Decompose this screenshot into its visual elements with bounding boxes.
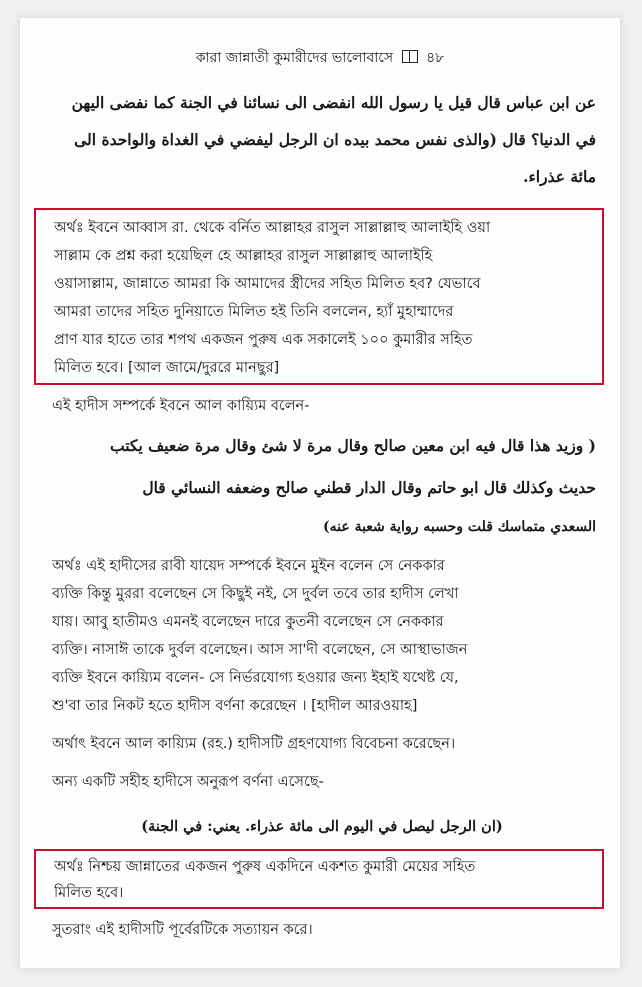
arabic-line: عن ابن عباس قال قيل يا رسول الله انفضى الى نسائنا في الجنة كما نفضى اليهن xyxy=(71,93,596,112)
paragraph-line: শু'বা তার নিকট হতে হাদীস বর্ণনা করেছেন । [হাদীল আরওয়াহ] xyxy=(52,698,418,714)
intro-line: এই হাদীস সম্পর্কে ইবনে আল কায়্যিম বলেন- xyxy=(52,398,310,414)
running-title: কারা জান্নাতী কুমারীদের ভালোবাসে xyxy=(195,50,394,66)
book-page xyxy=(20,18,620,968)
arabic-line-end: مائة عذراء. xyxy=(523,167,596,186)
translation-line: মিলিত হবে। [আল জামে/দুররে মানছুর] xyxy=(54,360,280,376)
conclusion-line: অর্থাৎ ইবনে আল কায়্যিম (রহ.) হাদীসটি গ্রহণযোগ্য বিবেচনা করেছেন। xyxy=(52,736,456,752)
translation-line: ওয়াসাল্লাম, জান্নাতে আমরা কি আমাদের স্ত্রীদের সহিত মিলিত হব? যেভাবে xyxy=(54,276,481,292)
arabic-hadith-2: (ان الرجل ليصل في اليوم الى مائة عذراء. يعني: في الجنة) xyxy=(141,818,503,835)
translation-line: অর্থঃ ইবনে আব্বাস রা. থেকে বর্নিত আল্লাহর রাসুল সাল্লাল্লাহু আলাইহি ওয়া xyxy=(54,220,491,236)
arabic-hadith-1 xyxy=(48,88,596,192)
paragraph-line: যায়। আবু হাতীমও এমনই বলেছেন দারে কুতনী বলেছেন সে নেককার xyxy=(52,614,444,630)
paragraph-line: ব্যক্তি ইবনে কায়্যিম বলেন- সে নির্ভরযোগ্য হওয়ার জন্য ইহাই যথেষ্ট যে, xyxy=(52,670,459,686)
paragraph-line: অর্থঃ এই হাদীসের রাবী যায়েদ সম্পর্কে ইবনে মুইন বলেন সে নেককার xyxy=(52,558,445,574)
translation-line: মিলিত হবে। xyxy=(54,885,124,901)
translation-line: অর্থঃ নিশ্চয় জান্নাতের একজন পুরুষ একদিনে একশত কুমারী মেয়ের সহিত xyxy=(54,859,476,875)
arabic-commentary xyxy=(48,430,596,542)
translation-paragraph xyxy=(52,552,597,720)
paragraph-line: ব্যক্তি কিন্তু মুররা বলেছেন সে কিছুই নই, সে দুর্বল তবে তার হাদীস লেখা xyxy=(52,586,459,602)
translation-highlight-box xyxy=(34,208,604,385)
page-header xyxy=(170,46,470,70)
page-number: ৪৮ xyxy=(426,50,445,66)
translation-line: সাল্লাম কে প্রশ্ন করা হয়েছিল হে আল্লাহর রাসুল সাল্লাল্লাহু আলাইহি xyxy=(54,248,433,264)
translation-line: প্রাণ যার হাতে তার শপথ একজন পুরুষ এক সকালেই ১০০ কুমারীর সহিত xyxy=(54,332,473,348)
arabic-line: في الدنيا؟ قال (والذى نفس محمد بيده ان الرجل ليفضي في الغداة والواحدة الى xyxy=(74,130,596,149)
another-hadith-line: অন্য একটি সহীহ হাদীসে অনুরূপ বর্ণনা এসেছে- xyxy=(52,774,324,790)
translation-highlight-box xyxy=(34,849,604,909)
final-line: সুতরাং এই হাদীসটি পূর্বেরটিকে সত্যায়ন করে। xyxy=(52,922,313,938)
arabic-line xyxy=(48,162,596,192)
translation-line: আমরা তাদের সহিত দুনিয়াতে মিলিত হই তিনি বললেন, হ্যাঁ মুহাম্মাদের xyxy=(54,304,454,320)
arabic-line: السعدي متماسك قلت وحسبه رواية شعبة عنه) xyxy=(322,519,596,535)
paragraph-line: ব্যক্তি। নাসাঈ তাকে দুর্বল বলেছেন। আস সা'দী বলেছেন, সে আস্থাভাজন xyxy=(52,642,468,658)
arabic-line: حديث وكذلك قال ابو حاتم وقال الدار قطني صالح وضعفه النسائي قال xyxy=(142,478,596,497)
arabic-line: ( وزيد هذا قال فيه ابن معين صالح وقال مرة لا شئ وقال مرة ضعيف يكتب xyxy=(110,436,596,455)
book-icon xyxy=(402,50,418,63)
